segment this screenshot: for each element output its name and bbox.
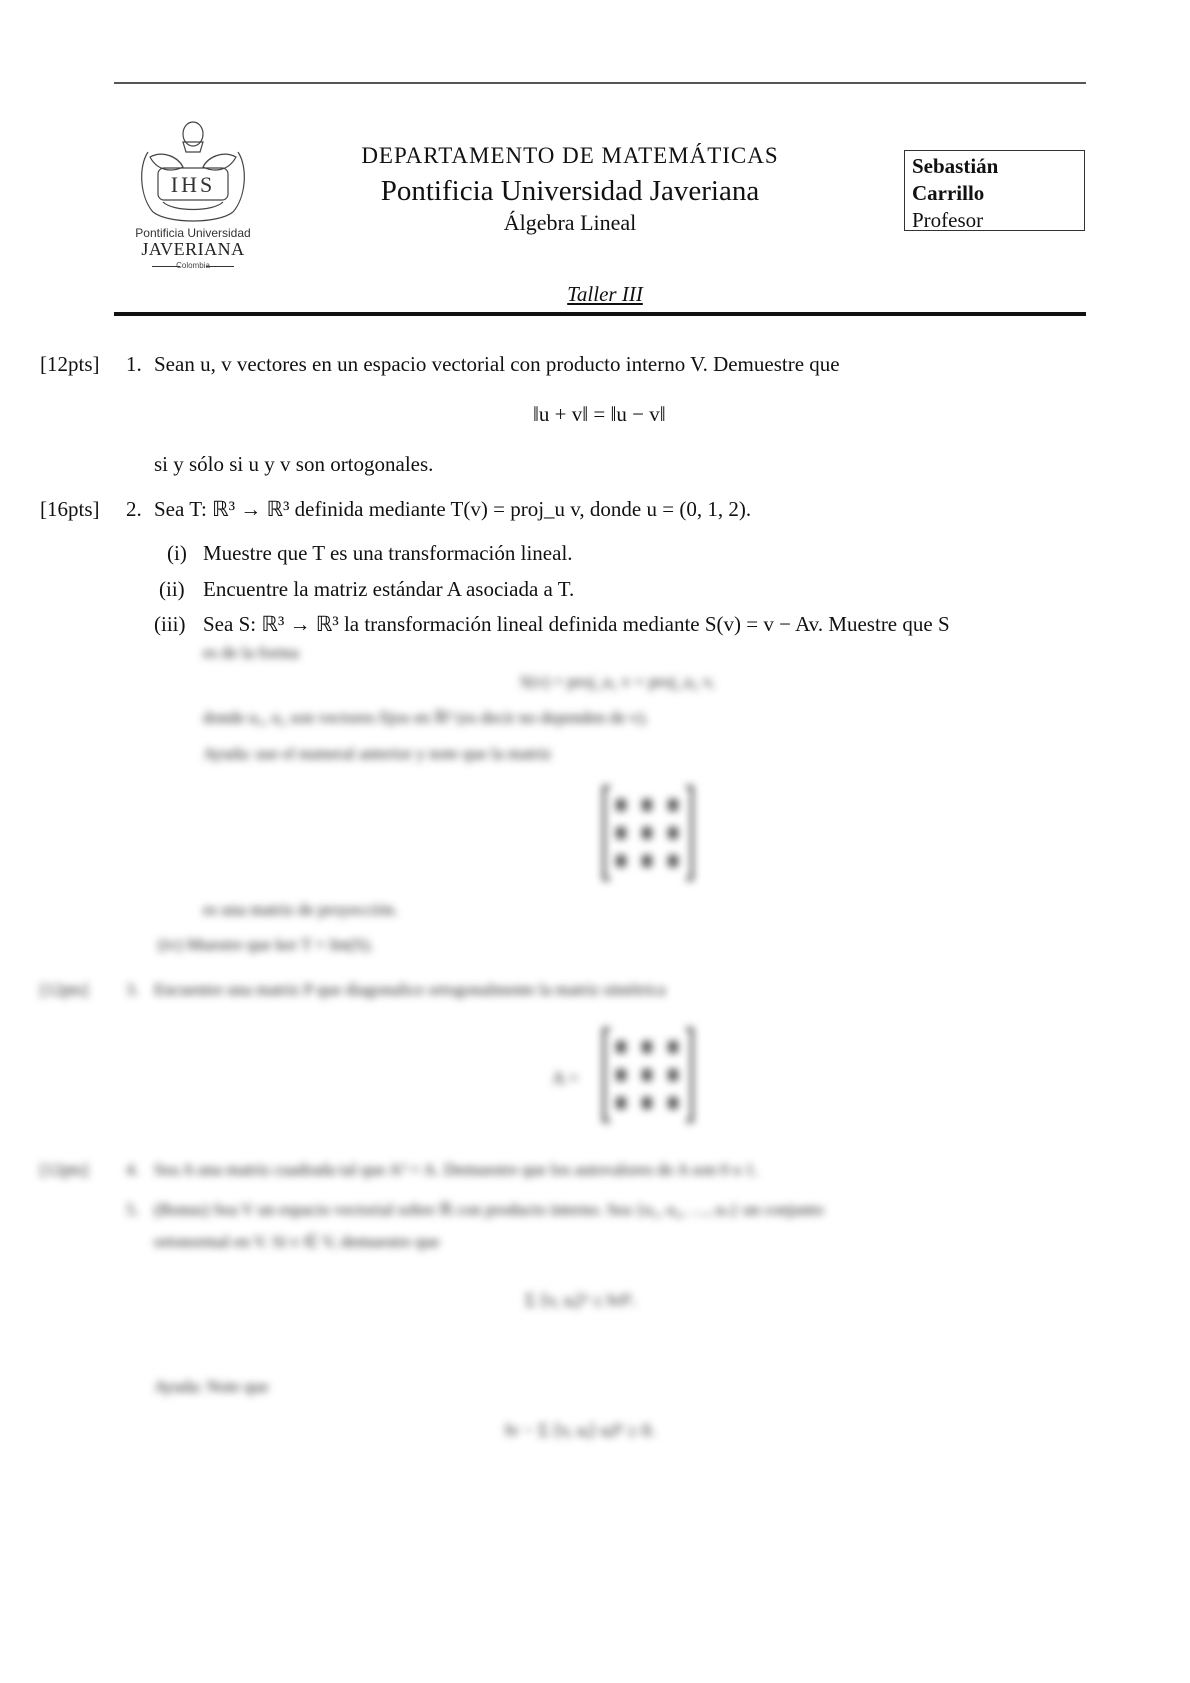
course-title: Álgebra Lineal bbox=[503, 210, 637, 235]
worksheet-title: Taller III bbox=[567, 282, 643, 306]
problem-3-number: 3. bbox=[126, 980, 139, 999]
logo-country: Colombia bbox=[176, 261, 210, 270]
problem-3-points: [12pts] bbox=[40, 980, 89, 999]
blurred-line: Ayuda: use el numeral anterior y note que la matriz bbox=[203, 744, 552, 763]
professor-last-name: Carrillo bbox=[912, 181, 985, 205]
problem-2-item-text: Muestre que T es una transformación lineal. bbox=[203, 541, 573, 565]
problem-1-equation: ‖u + v‖ = ‖u − v‖ bbox=[533, 402, 666, 426]
blurred-line: (iv) Muestre que ker T = Im(S). bbox=[158, 935, 374, 954]
blurred-line: es de la forma bbox=[203, 643, 299, 662]
blurred-line: donde u₁, u₂ son vectores fijos en ℝ³ (es decir no dependen de v). bbox=[203, 708, 649, 727]
problem-2-number: 2. bbox=[126, 497, 142, 521]
logo-name: JAVERIANA bbox=[141, 239, 245, 259]
blurred-matrix bbox=[600, 1025, 696, 1125]
professor-first-name: Sebastián bbox=[912, 154, 999, 178]
blurred-equation: S(v) = proj_u₁ v + proj_u₂ v, bbox=[520, 672, 715, 691]
problem-2-item-label: (ii) bbox=[159, 577, 185, 601]
professor-box bbox=[904, 150, 1085, 231]
problem-5-statement-cont: ortonormal en V. Si v ∈ V, demuestre que bbox=[154, 1232, 440, 1251]
logo-university-label: Pontificia Universidad bbox=[135, 226, 251, 240]
problem-4-statement: Sea A una matriz cuadrada tal que A² = A. Demuestre que los autovalores de A son 0 o 1. bbox=[154, 1160, 759, 1179]
problem-2-statement: Sea T: ℝ³ → ℝ³ definida mediante T(v) = proj_u v, donde u = (0, 1, 2). bbox=[154, 497, 752, 521]
professor-role: Profesor bbox=[912, 208, 984, 232]
problem-4-points: [12pts] bbox=[40, 1160, 89, 1179]
department-title: DEPARTAMENTO DE MATEMÁTICAS bbox=[361, 143, 779, 168]
problem-2-item-label: (i) bbox=[167, 541, 187, 565]
problem-2-item-label: (iii) bbox=[154, 612, 186, 636]
problem-3-statement: Encuentre una matriz P que diagonalice ortogonalmente la matriz simétrica bbox=[154, 980, 666, 999]
problem-2-item-text: Sea S: ℝ³ → ℝ³ la transformación lineal definida mediante S(v) = v − Av. Muestre que S bbox=[203, 612, 950, 636]
problem-5-statement: (Bonus) Sea V un espacio vectorial sobre ℝ con producto interno. Sea {u₁, u₂, …, uₙ} un conjunto bbox=[154, 1200, 824, 1219]
blurred-line: es una matriz de proyección. bbox=[203, 900, 398, 919]
crest-emblem: IHS bbox=[170, 172, 216, 197]
problem-1-points: [12pts] bbox=[40, 352, 100, 376]
problem-1-conclusion: si y sólo si u y v son ortogonales. bbox=[154, 452, 434, 476]
problem-5-equation: Σ ⟨v, uᵢ⟩² ≤ ‖v‖². bbox=[525, 1290, 637, 1310]
top-rule bbox=[114, 82, 1086, 84]
problem-5-number: 5. bbox=[126, 1200, 139, 1219]
problem-2-item-text: Encuentre la matriz estándar A asociada a T. bbox=[203, 577, 575, 601]
problem-2-points: [16pts] bbox=[40, 497, 100, 521]
problem-3-matrix-lhs: A = bbox=[552, 1068, 579, 1088]
problem-4-number: 4. bbox=[126, 1160, 139, 1179]
blurred-matrix bbox=[600, 783, 696, 883]
problem-5-hint: Ayuda: Note que bbox=[154, 1377, 269, 1396]
problem-1-number: 1. bbox=[126, 352, 142, 376]
header-rule bbox=[114, 312, 1086, 316]
problem-5-hint-equation: ‖v − Σ ⟨v, uᵢ⟩ uᵢ‖² ≥ 0. bbox=[505, 1420, 656, 1440]
university-title: Pontificia Universidad Javeriana bbox=[380, 175, 760, 207]
problem-1-statement: Sean u, v vectores en un espacio vectorial con producto interno V. Demuestre que bbox=[154, 352, 840, 376]
